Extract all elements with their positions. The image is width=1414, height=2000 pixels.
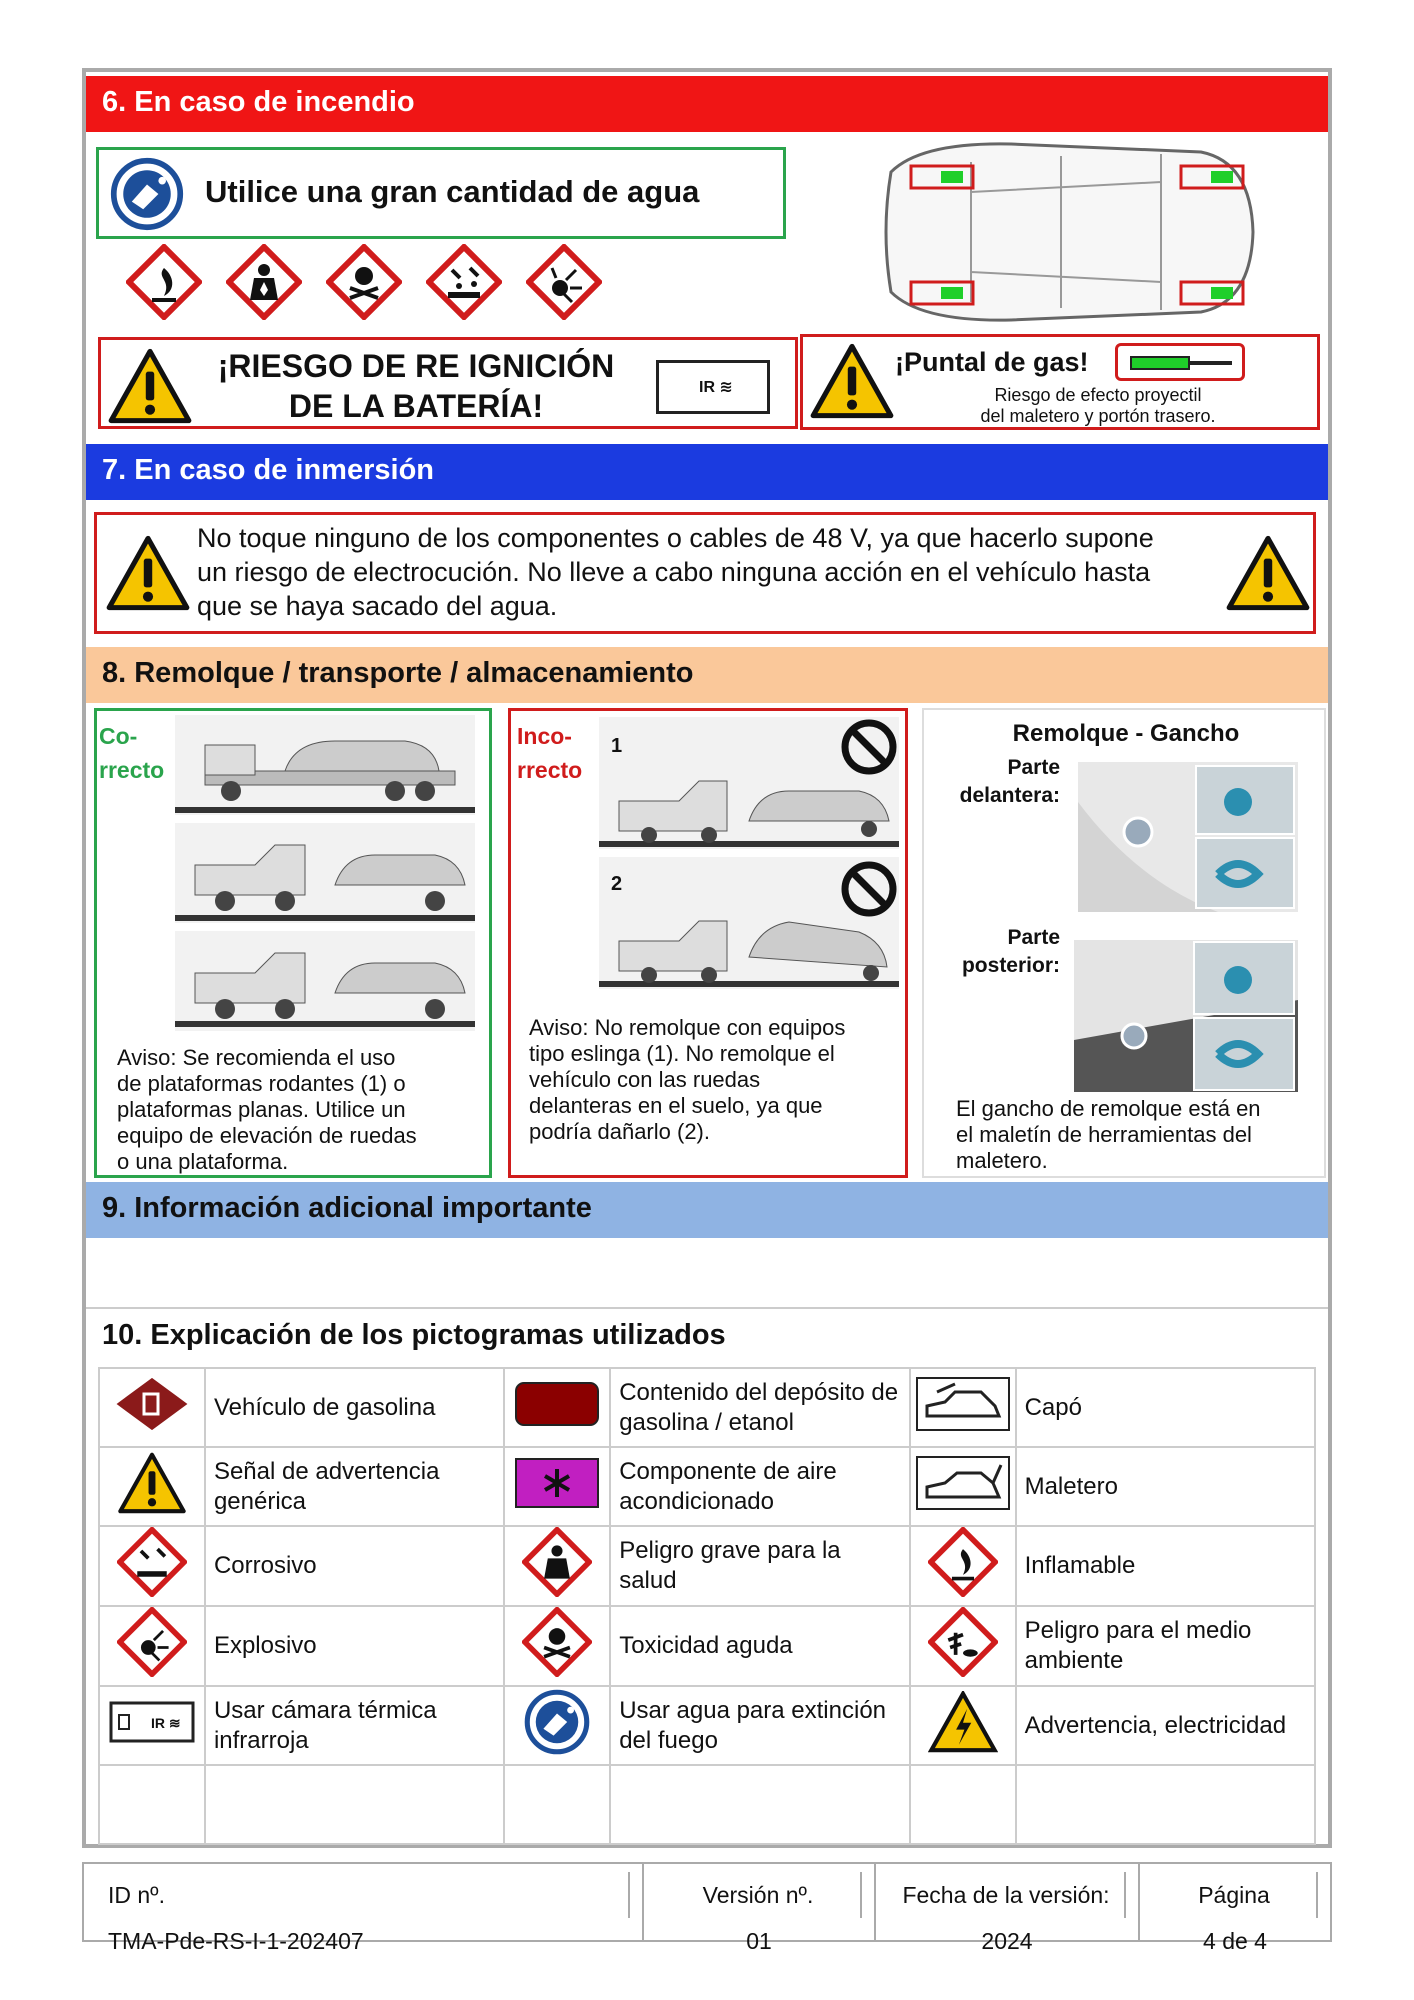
tow-hook-box	[922, 708, 1326, 1178]
generic-warning-icon	[117, 1452, 187, 1514]
incorrect-label-line-1: Inco-	[517, 723, 572, 749]
water-extinguish-text: Utilice una gran cantidad de agua	[205, 174, 700, 209]
legend-label: Peligro para el medio ambiente	[1016, 1606, 1315, 1686]
svg-text:IR ≋: IR ≋	[150, 1714, 181, 1731]
tow-hook-title: Remolque - Gancho	[1012, 720, 1240, 747]
document-footer	[82, 1862, 1332, 1954]
incorrect-case-number-2: 2	[611, 873, 623, 895]
incorrect-case-number-1: 1	[611, 735, 623, 757]
air-conditioning-icon	[512, 1455, 602, 1511]
table-row	[99, 1765, 1315, 1844]
acute-toxicity-icon	[522, 1607, 592, 1677]
correct-notice-line: Aviso: Se recomienda el uso	[117, 1045, 396, 1070]
gas-strut-note-line-1: Riesgo de efecto proyectil	[994, 385, 1202, 405]
tow-hook-notice-line: El gancho de remolque está en	[956, 1096, 1261, 1121]
rear-tow-hook-photo	[1074, 940, 1298, 1092]
thermal-camera-icon: IR ≋	[656, 360, 770, 414]
footer-page	[1140, 1864, 1330, 1954]
footer-version-value: 01	[746, 1928, 772, 1954]
battery-reignition-box	[98, 337, 798, 429]
hood-icon	[915, 1376, 1011, 1432]
front-label	[934, 754, 1060, 810]
explosive-icon	[526, 244, 602, 320]
front-tow-hook-photo	[1078, 762, 1298, 912]
footer-page-value: 4 de 4	[1203, 1928, 1267, 1954]
gas-strut-note	[953, 385, 1243, 427]
legend-label: Maletero	[1016, 1447, 1315, 1526]
incorrect-notice-line: podría dañarlo (2).	[529, 1119, 710, 1144]
legend-label: Vehículo de gasolina	[205, 1368, 504, 1447]
footer-version	[644, 1864, 876, 1954]
correct-label-line-2: rrecto	[99, 757, 165, 783]
front-label-line-1: Parte	[1007, 756, 1060, 779]
incorrect-label-line-2: rrecto	[517, 757, 583, 783]
table-row	[99, 1606, 1315, 1686]
correct-label	[99, 719, 164, 787]
incorrect-notice-line: delanteras en el suelo, ya que	[529, 1093, 823, 1118]
legend-label: Peligro grave para la salud	[610, 1526, 909, 1606]
corrosive-icon	[426, 244, 502, 320]
immersion-warning-box	[94, 512, 1316, 634]
footer-id-label: ID nº.	[96, 1872, 630, 1918]
legend-label: Explosivo	[205, 1606, 504, 1686]
section-7-header: 7. En caso de inmersión	[86, 444, 1328, 500]
footer-date-label: Fecha de la versión:	[888, 1872, 1126, 1918]
flammable-icon	[126, 244, 202, 320]
reignition-line-1: ¡RIESGO DE RE IGNICIÓN	[217, 348, 615, 384]
footer-date	[876, 1864, 1140, 1954]
flammable-icon	[928, 1527, 998, 1597]
legend-label: Componente de aire acondicionado	[610, 1447, 909, 1526]
legend-label: Advertencia, electricidad	[1016, 1686, 1315, 1765]
correct-notice-line: plataformas planas. Utilice un	[117, 1097, 406, 1122]
warning-icon	[107, 348, 193, 424]
immersion-line-1: No toque ninguno de los componentes o cables de 48 V, ya que hacerlo supone	[197, 523, 1154, 553]
incorrect-towing-illustrations	[599, 717, 899, 997]
reignition-line-2: DE LA BATERÍA!	[288, 388, 544, 424]
environmental-hazard-icon	[928, 1607, 998, 1677]
reignition-warning-text	[201, 346, 631, 426]
thermal-camera-icon	[107, 1697, 197, 1747]
pictogram-legend-table	[98, 1367, 1316, 1845]
trunk-icon	[915, 1455, 1011, 1511]
incorrect-towing-notice	[529, 1015, 899, 1145]
legend-label: Capó	[1016, 1368, 1315, 1447]
correct-towing-notice	[117, 1045, 487, 1175]
acute-toxicity-icon	[326, 244, 402, 320]
corrosive-icon	[117, 1527, 187, 1597]
car-top-view-gas-struts	[861, 132, 1261, 332]
immersion-line-2: un riesgo de electrocución. No lleve a cabo ninguna acción en el vehículo hasta	[197, 557, 1151, 587]
gas-strut-box	[800, 334, 1320, 430]
incorrect-notice-line: tipo eslinga (1). No remolque el	[529, 1041, 835, 1066]
rear-label-line-1: Parte	[1007, 926, 1060, 949]
incorrect-label	[517, 719, 582, 787]
section-6-header: 6. En caso de incendio	[86, 76, 1328, 132]
correct-towing-illustrations	[175, 715, 475, 1035]
front-label-line-2: delantera:	[959, 784, 1060, 807]
incorrect-towing-box	[508, 708, 908, 1178]
footer-id	[84, 1864, 644, 1954]
warning-icon	[105, 535, 191, 611]
ir-label: IR	[699, 379, 715, 396]
water-extinguish-icon	[523, 1688, 591, 1756]
tow-hook-notice	[956, 1096, 1326, 1174]
warning-icon	[1225, 535, 1311, 611]
footer-page-label: Página	[1152, 1872, 1318, 1918]
legend-label: Usar agua para extinción del fuego	[610, 1686, 909, 1765]
health-hazard-icon	[522, 1527, 592, 1597]
legend-label: Inflamable	[1016, 1526, 1315, 1606]
water-extinguish-icon	[109, 156, 185, 232]
gas-strut-title: ¡Puntal de gas!	[895, 347, 1089, 377]
health-hazard-icon	[226, 244, 302, 320]
tow-hook-notice-line: maletero.	[956, 1148, 1048, 1173]
table-row	[99, 1368, 1315, 1447]
gas-strut-note-line-2: del maletero y portón trasero.	[980, 406, 1216, 426]
warning-icon	[809, 343, 895, 419]
electricity-warning-icon	[928, 1691, 998, 1753]
table-row	[99, 1447, 1315, 1526]
immersion-warning-text	[197, 521, 1237, 623]
table-row	[99, 1686, 1315, 1765]
correct-label-line-1: Co-	[99, 723, 138, 749]
immersion-line-3: que se haya sacado del agua.	[197, 591, 558, 621]
gasoline-vehicle-icon	[110, 1372, 194, 1436]
footer-version-label: Versión nº.	[656, 1872, 862, 1918]
page-frame	[82, 68, 1332, 1848]
rear-label-line-2: posterior:	[961, 954, 1060, 977]
correct-notice-line: o una plataforma.	[117, 1149, 289, 1174]
gas-strut-icon	[1115, 343, 1245, 381]
footer-date-value: 2024	[981, 1928, 1033, 1954]
legend-label: Señal de advertencia genérica	[205, 1447, 504, 1526]
water-extinguish-box	[96, 147, 786, 239]
fuel-tank-icon	[512, 1379, 602, 1429]
rear-label	[934, 924, 1060, 980]
section-10-header: 10. Explicación de los pictogramas utilizados	[86, 1307, 1328, 1363]
section-8-header: 8. Remolque / transporte / almacenamiento	[86, 647, 1328, 703]
legend-label: Toxicidad aguda	[610, 1606, 909, 1686]
correct-notice-line: de plataformas rodantes (1) o	[117, 1071, 406, 1096]
incorrect-notice-line: Aviso: No remolque con equipos	[529, 1015, 846, 1040]
tow-hook-notice-line: el maletín de herramientas del	[956, 1122, 1252, 1147]
table-row	[99, 1526, 1315, 1606]
incorrect-notice-line: vehículo con las ruedas	[529, 1067, 761, 1092]
footer-id-value: TMA-Pde-RS-I-1-202407	[108, 1928, 364, 1954]
legend-label: Usar cámara térmica infrarroja	[205, 1686, 504, 1765]
correct-notice-line: equipo de elevación de ruedas	[117, 1123, 417, 1148]
legend-label: Contenido del depósito de gasolina / etanol	[610, 1368, 909, 1447]
explosive-icon	[117, 1607, 187, 1677]
legend-label: Corrosivo	[205, 1526, 504, 1606]
correct-towing-box	[94, 708, 492, 1178]
section-9-header: 9. Información adicional importante	[86, 1182, 1328, 1238]
